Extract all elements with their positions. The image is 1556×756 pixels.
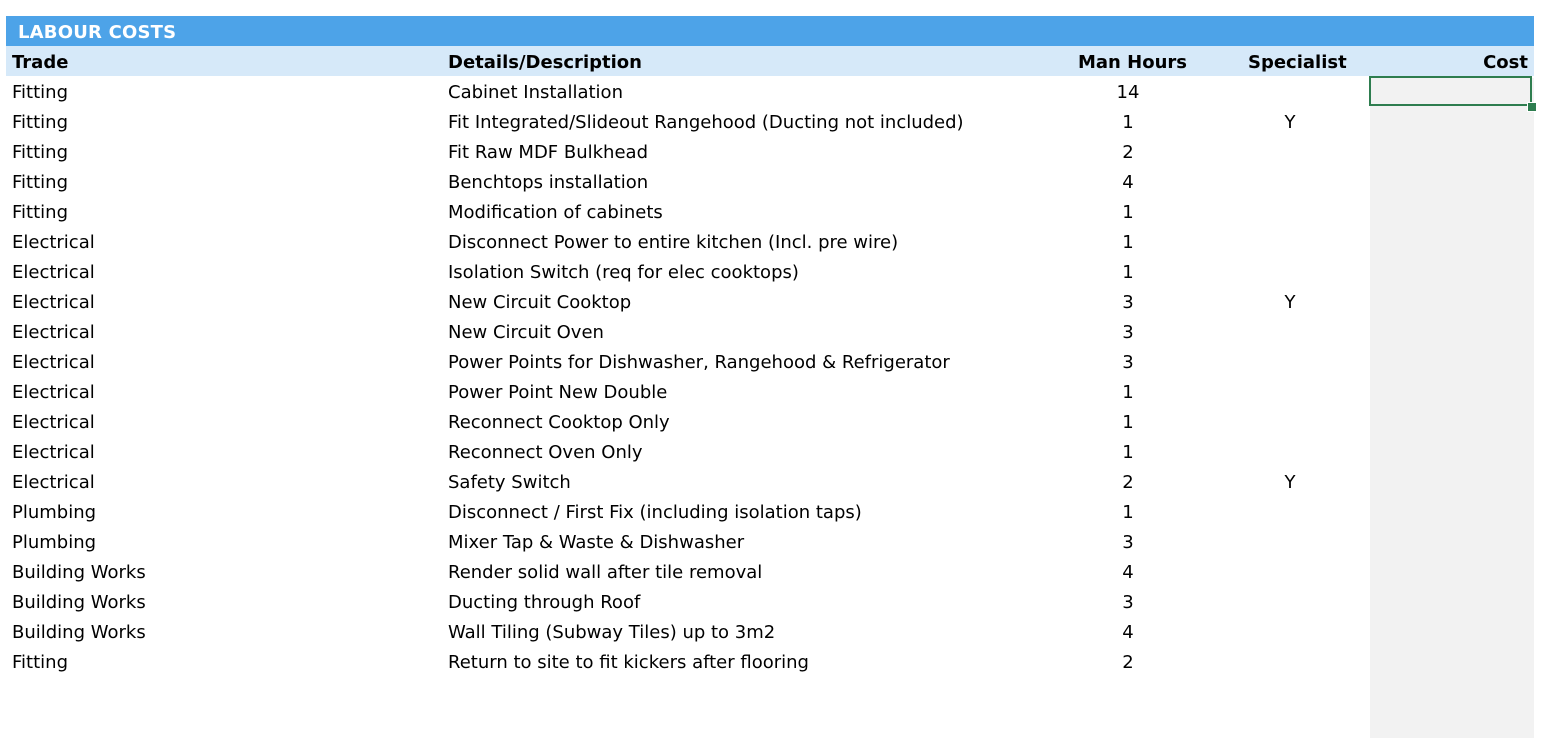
- row-man-hours-cell[interactable]: 1: [1122, 202, 1134, 223]
- table-row: [6, 138, 1534, 168]
- column-header-row: [6, 46, 1534, 76]
- row-description-cell[interactable]: New Circuit Cooktop: [448, 292, 632, 313]
- row-trade-cell[interactable]: Plumbing: [12, 532, 97, 553]
- row-trade-cell[interactable]: Electrical: [12, 382, 95, 403]
- row-trade-cell[interactable]: Plumbing: [12, 502, 97, 523]
- row-description-cell[interactable]: Isolation Switch (req for elec cooktops): [448, 262, 799, 283]
- row-trade-cell[interactable]: Electrical: [12, 232, 95, 253]
- table-row: [6, 108, 1534, 138]
- table-row: [6, 498, 1534, 528]
- table-row: [6, 438, 1534, 468]
- row-description-cell[interactable]: Benchtops installation: [448, 172, 649, 193]
- row-description-cell[interactable]: New Circuit Oven: [448, 322, 604, 343]
- row-specialist-cell[interactable]: Y: [1284, 112, 1296, 133]
- row-description-cell[interactable]: Power Point New Double: [448, 382, 668, 403]
- row-description-cell[interactable]: Reconnect Cooktop Only: [448, 412, 670, 433]
- table-row: [6, 588, 1534, 618]
- row-trade-cell[interactable]: Fitting: [12, 202, 68, 223]
- table-row: [6, 288, 1534, 318]
- row-trade-cell[interactable]: Building Works: [12, 622, 146, 643]
- row-description-cell[interactable]: Render solid wall after tile removal: [448, 562, 763, 583]
- row-man-hours-cell[interactable]: 2: [1122, 472, 1134, 493]
- table-row: [6, 168, 1534, 198]
- row-trade-cell[interactable]: Electrical: [12, 292, 95, 313]
- row-man-hours-cell[interactable]: 4: [1122, 172, 1134, 193]
- table-row: [6, 318, 1534, 348]
- header-description[interactable]: Details/Description: [448, 52, 642, 73]
- row-description-cell[interactable]: Modification of cabinets: [448, 202, 663, 223]
- row-man-hours-cell[interactable]: 3: [1122, 592, 1134, 613]
- row-man-hours-cell[interactable]: 3: [1122, 532, 1134, 553]
- table-row: [6, 348, 1534, 378]
- table-row: [6, 78, 1534, 108]
- section-title: LABOUR COSTS: [18, 22, 177, 43]
- table-row: [6, 198, 1534, 228]
- row-man-hours-cell[interactable]: 2: [1122, 652, 1134, 673]
- header-trade[interactable]: Trade: [12, 52, 69, 73]
- row-specialist-cell[interactable]: Y: [1284, 292, 1296, 313]
- row-man-hours-cell[interactable]: 1: [1122, 442, 1134, 463]
- row-description-cell[interactable]: Wall Tiling (Subway Tiles) up to 3m2: [448, 622, 776, 643]
- table-row: [6, 258, 1534, 288]
- table-row: [6, 378, 1534, 408]
- row-trade-cell[interactable]: Fitting: [12, 112, 68, 133]
- row-specialist-cell[interactable]: Y: [1284, 472, 1296, 493]
- row-description-cell[interactable]: Disconnect / First Fix (including isolation taps): [448, 502, 862, 523]
- row-man-hours-cell[interactable]: 2: [1122, 142, 1134, 163]
- row-man-hours-cell[interactable]: 1: [1122, 262, 1134, 283]
- table-row: [6, 528, 1534, 558]
- row-trade-cell[interactable]: Building Works: [12, 592, 146, 613]
- row-trade-cell[interactable]: Electrical: [12, 442, 95, 463]
- table-row: [6, 408, 1534, 438]
- row-man-hours-cell[interactable]: 3: [1122, 292, 1134, 313]
- row-trade-cell[interactable]: Fitting: [12, 172, 68, 193]
- row-trade-cell[interactable]: Electrical: [12, 412, 95, 433]
- row-trade-cell[interactable]: Electrical: [12, 322, 95, 343]
- row-man-hours-cell[interactable]: 1: [1122, 112, 1134, 133]
- row-description-cell[interactable]: Fit Raw MDF Bulkhead: [448, 142, 648, 163]
- row-description-cell[interactable]: Ducting through Roof: [448, 592, 641, 613]
- header-specialist[interactable]: Specialist: [1248, 52, 1347, 73]
- row-trade-cell[interactable]: Electrical: [12, 472, 95, 493]
- header-man-hours[interactable]: Man Hours: [1078, 52, 1187, 73]
- labour-costs-sheet: [6, 16, 1534, 738]
- row-trade-cell[interactable]: Fitting: [12, 652, 68, 673]
- row-man-hours-cell[interactable]: 4: [1122, 562, 1134, 583]
- row-trade-cell[interactable]: Building Works: [12, 562, 146, 583]
- row-trade-cell[interactable]: Fitting: [12, 142, 68, 163]
- row-man-hours-cell[interactable]: 1: [1122, 382, 1134, 403]
- section-title-bar: [6, 16, 1534, 46]
- header-cost[interactable]: Cost: [1483, 52, 1528, 73]
- table-row: [6, 648, 1534, 678]
- row-trade-cell[interactable]: Electrical: [12, 262, 95, 283]
- labour-rows: [6, 78, 1534, 678]
- row-description-cell[interactable]: Power Points for Dishwasher, Rangehood & Refrigerator: [448, 352, 950, 373]
- table-row: [6, 228, 1534, 258]
- row-trade-cell[interactable]: Electrical: [12, 352, 95, 373]
- selected-cost-cell[interactable]: [1369, 76, 1532, 106]
- row-trade-cell[interactable]: Fitting: [12, 82, 68, 103]
- row-man-hours-cell[interactable]: 14: [1116, 82, 1140, 103]
- row-description-cell[interactable]: Safety Switch: [448, 472, 571, 493]
- row-man-hours-cell[interactable]: 1: [1122, 232, 1134, 253]
- fill-handle[interactable]: [1527, 102, 1537, 112]
- row-description-cell[interactable]: Mixer Tap & Waste & Dishwasher: [448, 532, 745, 553]
- table-row: [6, 558, 1534, 588]
- row-man-hours-cell[interactable]: 4: [1122, 622, 1134, 643]
- row-description-cell[interactable]: Disconnect Power to entire kitchen (Incl. pre wire): [448, 232, 899, 253]
- row-man-hours-cell[interactable]: 3: [1122, 322, 1134, 343]
- row-description-cell[interactable]: Reconnect Oven Only: [448, 442, 643, 463]
- row-man-hours-cell[interactable]: 1: [1122, 412, 1134, 433]
- row-man-hours-cell[interactable]: 3: [1122, 352, 1134, 373]
- table-row: [6, 468, 1534, 498]
- table-row: [6, 618, 1534, 648]
- row-description-cell[interactable]: Cabinet Installation: [448, 82, 623, 103]
- row-description-cell[interactable]: Fit Integrated/Slideout Rangehood (Ducting not included): [448, 112, 964, 133]
- row-man-hours-cell[interactable]: 1: [1122, 502, 1134, 523]
- row-description-cell[interactable]: Return to site to fit kickers after flooring: [448, 652, 809, 673]
